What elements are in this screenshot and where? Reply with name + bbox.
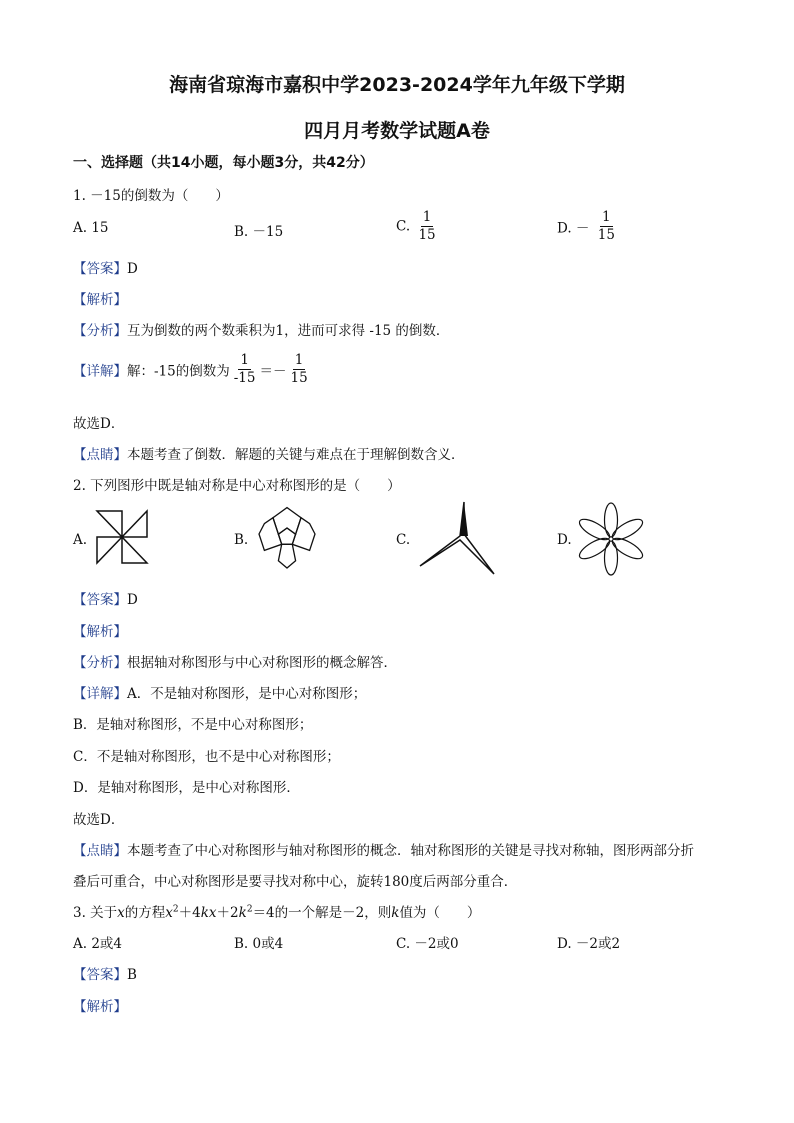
q3-option-b: B. 0或4 — [234, 936, 284, 952]
q1-xiangjie: 【详解】解：-15的倒数为 $\frac{1}{-15}$ ＝－ $\frac{1}{15}$ — [73, 352, 308, 386]
three-point-star-figure — [416, 500, 498, 578]
q2-xiangjie-b: B．是轴对称图形，不是中心对称图形； — [73, 717, 313, 733]
q2-answer: 【答案】D — [73, 592, 138, 608]
q2-xiangjie-d: D．是轴对称图形，是中心对称图形． — [73, 780, 300, 796]
q1-fenxi: 【分析】互为倒数的两个数乘积为1，进而可求得 -15 的倒数． — [73, 323, 450, 339]
q1-choose: 故选D． — [73, 416, 125, 432]
q1-option-d: D. － $\frac{1}{15}$ — [557, 209, 615, 243]
q2-option-c-label: C. — [396, 532, 411, 548]
q3-analysis-tag: 【解析】 — [73, 999, 127, 1015]
q2-choose: 故选D． — [73, 812, 125, 828]
q1-option-c: C. $\frac{1}{15}$ — [396, 209, 436, 243]
q1-option-b: B. －15 — [234, 224, 284, 240]
section-heading: 一、选择题（共14小题，每小题3分，共42分） — [73, 155, 374, 171]
page-title: 海南省琼海市嘉积中学2023-2024学年九年级下学期 — [169, 74, 625, 96]
page-subtitle: 四月月考数学试题A卷 — [304, 120, 490, 142]
q3-stem: 3. 关于x的方程$x^2+4kx+2k^2=4$的一个解是－2，则k值为（ ） — [73, 904, 481, 921]
q1-dianjing: 【点睛】本题考查了倒数．解题的关键与难点在于理解倒数含义． — [73, 447, 465, 463]
q2-option-b-label: B. — [234, 532, 249, 548]
q2-analysis-tag: 【解析】 — [73, 624, 127, 640]
q1-answer: 【答案】D — [73, 261, 138, 277]
q3-option-c: C. －2或0 — [396, 936, 459, 952]
q3-option-a: A. 2或4 — [73, 936, 123, 952]
q2-stem: 2. 下列图形中既是轴对称是中心对称图形的是（ ） — [73, 478, 401, 494]
pentagon-flower-figure — [254, 502, 320, 572]
q2-option-d-label: D. — [557, 532, 572, 548]
pinwheel-figure — [94, 508, 150, 566]
q2-fenxi: 【分析】根据轴对称图形与中心对称图形的概念解答． — [73, 655, 397, 671]
q1-stem: 1. －15的倒数为（ ） — [73, 188, 229, 204]
q2-dianjing-line1: 【点睛】本题考查了中心对称图形与轴对称图形的概念．轴对称图形的关键是寻找对称轴，图形两部分折 — [73, 843, 694, 859]
q3-answer: 【答案】B — [73, 967, 137, 983]
q1-option-a: A. 15 — [73, 220, 109, 236]
q2-xiangjie-c: C．不是轴对称图形，也不是中心对称图形； — [73, 749, 340, 765]
q3-option-d: D. －2或2 — [557, 936, 621, 952]
q2-option-a-label: A. — [73, 532, 88, 548]
q1-analysis-tag: 【解析】 — [73, 292, 127, 308]
q2-xiangjie-a: 【详解】A．不是轴对称图形，是中心对称图形； — [73, 686, 367, 702]
six-petal-flower-figure — [577, 502, 645, 576]
q2-dianjing-line2: 叠后可重合，中心对称图形是要寻找对称中心，旋转180度后两部分重合． — [73, 874, 518, 890]
